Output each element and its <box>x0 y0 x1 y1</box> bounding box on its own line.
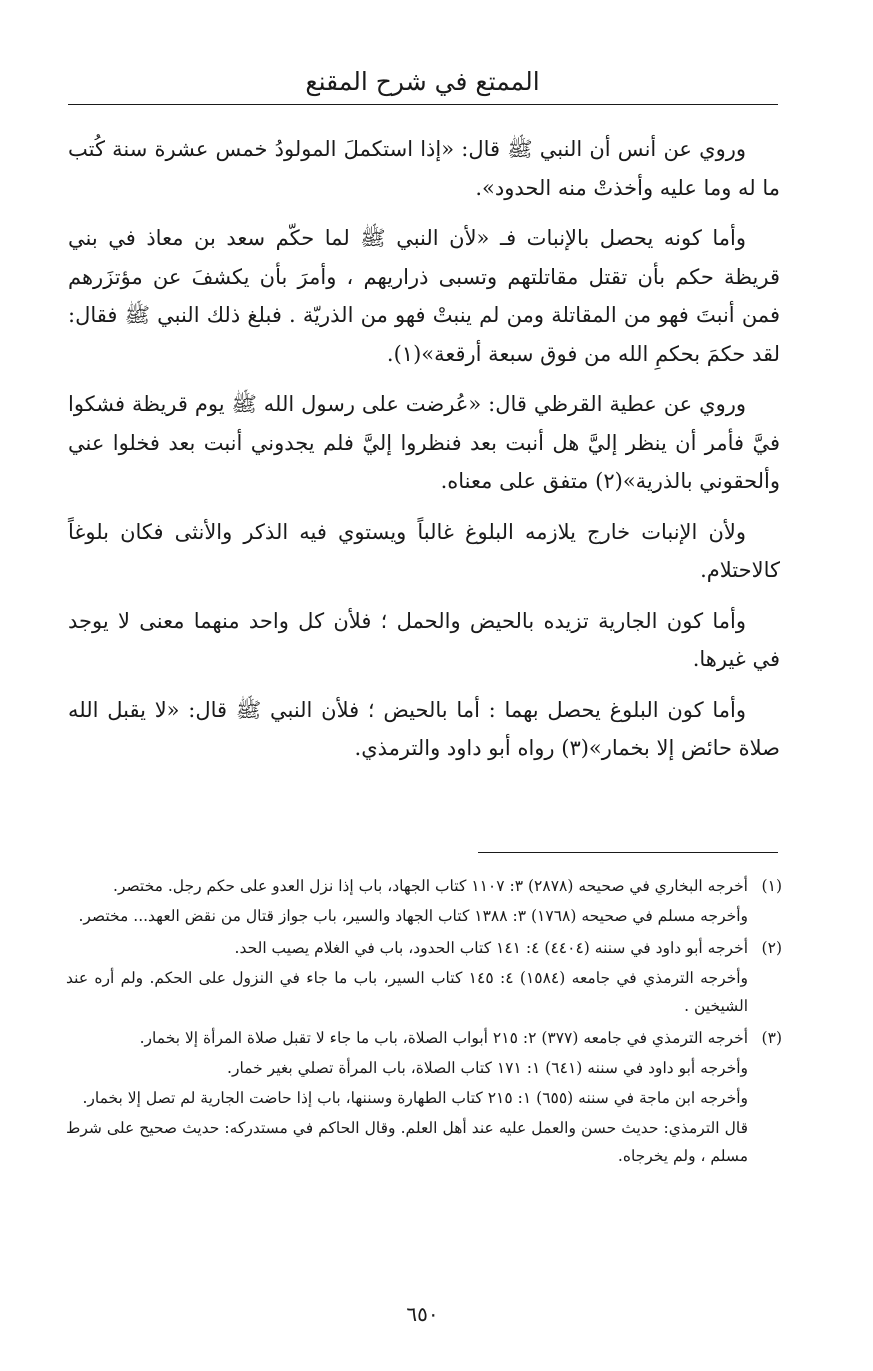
main-text <box>68 130 780 780</box>
footnote-number: (١) <box>761 877 782 895</box>
paragraph: وروي عن أنس أن النبي ﷺ قال: «إذا استكملَ المولودُ خمس عشرة سنة كُتب ما له وما عليه وأخذتْ منه الحدود». <box>68 137 780 200</box>
running-header: الممتع في شرح المقنع <box>305 67 540 96</box>
footnote-1 <box>66 872 782 932</box>
paragraph: وأما كون البلوغ يحصل بهما : أما بالحيض ؛ فلأن النبي ﷺ قال: «لا يقبل الله صلاة حائض إلا بخمار»(٣) رواه أبو داود والترمذي. <box>68 697 780 760</box>
footnote-line: وأخرجه ابن ماجة في سننه (٦٥٥) ١: ٢١٥ كتاب الطهارة وسننها، باب إذا حاضت الجارية لم تصل إلا بخمار. <box>82 1089 748 1107</box>
footnote-line: قال الترمذي: حديث حسن والعمل عليه عند أهل العلم. وقال الحاكم في مستدركه: حديث صحيح على شرط مسلم ، ولم يخرجاه. <box>66 1119 748 1165</box>
footnote-number: (٣) <box>761 1029 782 1047</box>
footnote-separator <box>478 852 778 853</box>
footnote-line: وأخرجه الترمذي في جامعه (١٥٨٤) ٤: ١٤٥ كتاب السير، باب ما جاء في النزول على الحكم. ولم أره عند الشيخين . <box>66 969 748 1015</box>
footnote-line: وأخرجه مسلم في صحيحه (١٧٦٨) ٣: ١٣٨٨ كتاب الجهاد والسير، باب جواز قتال من نقض العهد... مختصر. <box>78 907 748 925</box>
footnote-line: وأخرجه أبو داود في سننه (٦٤١) ١: ١٧١ كتاب الصلاة، باب المرأة تصلي بغير خمار. <box>227 1059 748 1077</box>
page-number: ٦٥٠ <box>406 1302 439 1326</box>
footnotes <box>66 872 782 1174</box>
header-rule <box>68 104 778 105</box>
footnote-number: (٢) <box>761 939 782 957</box>
footnote-line: أخرجه الترمذي في جامعه (٣٧٧) ٢: ٢١٥ أبواب الصلاة، باب ما جاء لا تقبل صلاة المرأة إلا بخمار. <box>139 1029 748 1047</box>
footnote-2 <box>66 934 782 1022</box>
footnote-line: أخرجه أبو داود في سننه (٤٤٠٤) ٤: ١٤١ كتاب الحدود، باب في الغلام يصيب الحد. <box>234 939 748 957</box>
paragraph: وأما كونه يحصل بالإنبات فـ «لأن النبي ﷺ لما حكّم سعد بن معاذ في بني قريظة حكم بأن تقتل مقاتلتهم وتسبى ذراريهم ، وأمرَ بأن يكشفَ عن مؤتزَرهم فمن أنبتَ فهو من المقاتلة ومن لم ينبتْ فهو من الذريّة . فبلغ ذلك النبي ﷺ فقال: لقد حكمَ بحكمِ الله من فوق سبعة أرقعة»(١). <box>68 226 780 366</box>
paragraph: ولأن الإنبات خارج يلازمه البلوغ غالباً ويستوي فيه الذكر والأنثى فكان بلوغاً كالاحتلام. <box>68 519 780 582</box>
footnote-line: أخرجه البخاري في صحيحه (٢٨٧٨) ٣: ١١٠٧ كتاب الجهاد، باب إذا نزل العدو على حكم رجل. مختصر. <box>113 877 748 895</box>
paragraph: وروي عن عطية القرظي قال: «عُرضت على رسول الله ﷺ يوم قريظة فشكوا فيَّ فأمر أن ينظر إليَّ هل أنبت بعد فنظروا إليَّ فلم يجدوني أنبت بعد فخلوا عني وألحقوني بالذرية»(٢) متفق على معناه. <box>68 392 780 493</box>
paragraph: وأما كون الجارية تزيده بالحيض والحمل ؛ فلأن كل واحد منهما معنى لا يوجد في غيرها. <box>68 608 780 671</box>
footnote-3 <box>66 1024 782 1172</box>
